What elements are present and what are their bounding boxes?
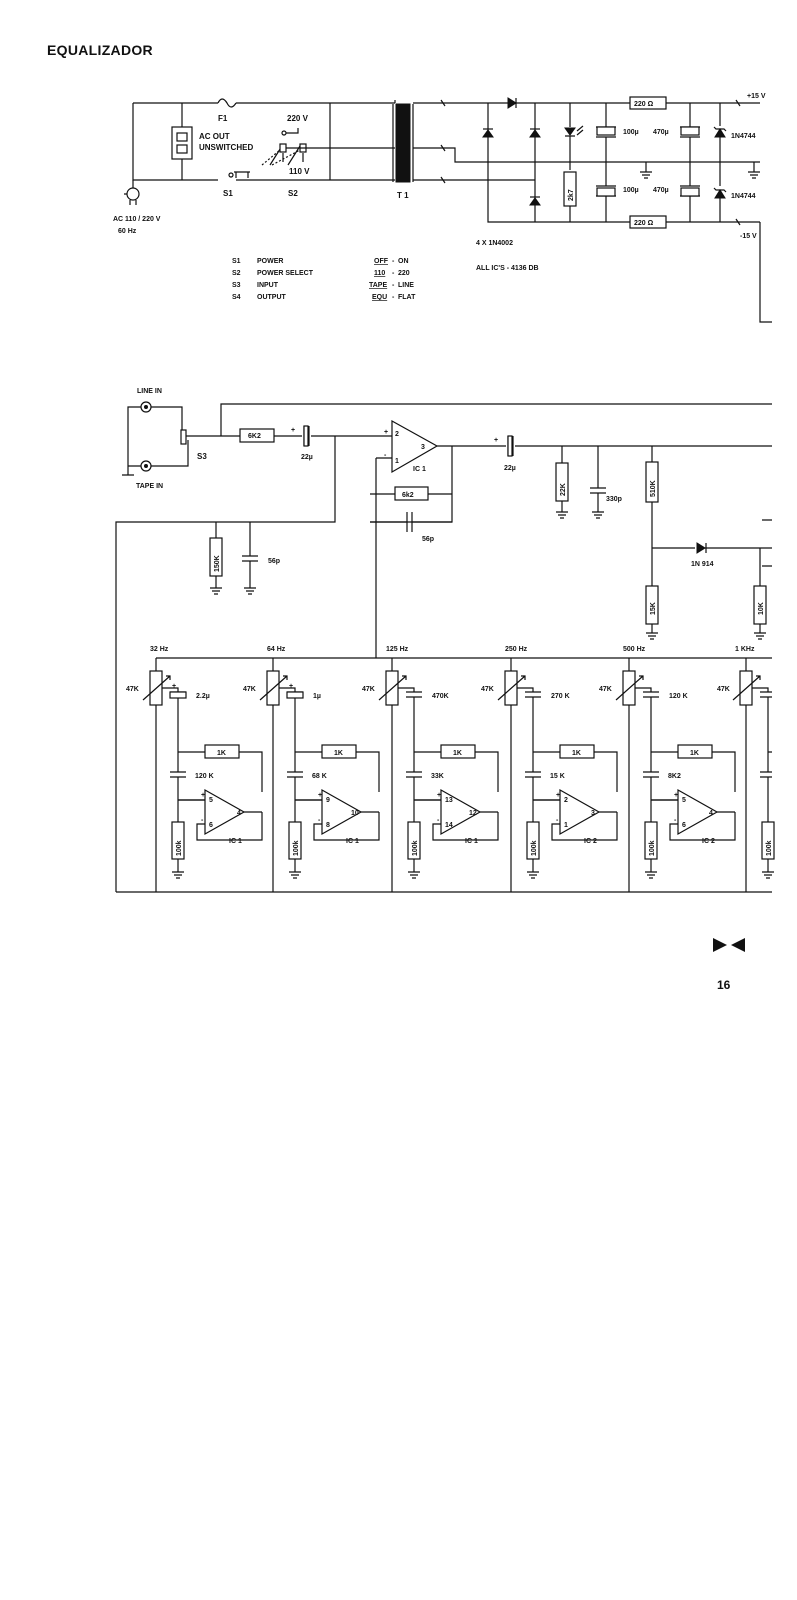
svg-text:47K: 47K [481, 686, 494, 693]
resistor-220-top [630, 97, 666, 109]
svg-text:470K: 470K [432, 693, 449, 700]
opamp-ic1-icon [384, 421, 437, 472]
svg-text:-: - [674, 817, 677, 824]
svg-text:-: - [392, 294, 395, 301]
svg-text:1K: 1K [453, 750, 462, 757]
svg-text:120 K: 120 K [669, 693, 688, 700]
diode-1n914-label: 1N 914 [691, 561, 714, 568]
svg-text:64 Hz: 64 Hz [267, 646, 286, 653]
ac-in-voltage-label: AC 110 / 220 V [113, 216, 161, 223]
svg-text:100k: 100k [412, 840, 419, 856]
ac-out-label: AC OUT [199, 132, 230, 141]
svg-text:6K2: 6K2 [248, 433, 261, 440]
svg-text:1µ: 1µ [313, 693, 321, 700]
svg-text:47K: 47K [126, 686, 139, 693]
svg-text:5: 5 [682, 797, 686, 804]
svg-text:22K: 22K [560, 483, 567, 496]
t1-label: T 1 [397, 191, 409, 200]
diode-1n914-icon [697, 543, 706, 553]
svg-text:47K: 47K [243, 686, 256, 693]
svg-text:250 Hz: 250 Hz [505, 646, 528, 653]
minus-15v-label: -15 V [740, 233, 757, 240]
resistor-2k7 [564, 172, 576, 222]
cap-22-b-label: 22µ [504, 465, 516, 472]
svg-text:FLAT: FLAT [398, 294, 416, 301]
svg-text:1: 1 [395, 458, 399, 465]
rectifier-diode-icon [483, 98, 540, 205]
legend-row [232, 258, 409, 265]
svg-text:270 K: 270 K [551, 693, 570, 700]
svg-text:33K: 33K [431, 773, 444, 780]
cap-470-top-label: 470µ [653, 129, 669, 136]
svg-text:8K2: 8K2 [668, 773, 681, 780]
power-switch-s1-icon [229, 172, 250, 178]
svg-text:TAPE: TAPE [369, 282, 388, 289]
s1-label: S1 [223, 189, 233, 198]
svg-text:-: - [201, 817, 204, 824]
svg-text:1 KHz: 1 KHz [735, 646, 755, 653]
svg-text:1K: 1K [572, 750, 581, 757]
transformer-t1-icon [393, 104, 413, 182]
resistor-10k [754, 586, 766, 624]
cap-22-a-label: 22µ [301, 454, 313, 461]
svg-text:14: 14 [445, 822, 453, 829]
cap-100-bottom-label: 100µ [623, 187, 639, 194]
zener-top-label: 1N4744 [731, 133, 756, 140]
resistor-220-bottom [630, 216, 666, 228]
page-number: 16 [717, 978, 731, 992]
ac-plug-icon [124, 188, 139, 205]
resistor-15k [646, 586, 658, 624]
ac-out-unswitched-label: UNSWITCHED [199, 143, 254, 152]
svg-text:POWER SELECT: POWER SELECT [257, 270, 314, 277]
svg-text:6: 6 [209, 822, 213, 829]
svg-text:220 Ω: 220 Ω [634, 220, 654, 227]
svg-text:13: 13 [445, 797, 453, 804]
svg-text:4: 4 [237, 810, 241, 817]
feedback-resistor-6k2 [395, 487, 428, 500]
svg-text:1K: 1K [690, 750, 699, 757]
svg-text:OFF: OFF [374, 258, 388, 265]
svg-text:LINE: LINE [398, 282, 414, 289]
svg-text:500 Hz: 500 Hz [623, 646, 646, 653]
svg-text:100k: 100k [293, 840, 300, 856]
svg-text:5: 5 [209, 797, 213, 804]
ics-type-label: ALL IC'S - 4136 DB [476, 265, 539, 272]
svg-text:150K: 150K [214, 555, 221, 572]
svg-text:+: + [289, 683, 294, 690]
svg-text:10: 10 [351, 810, 359, 817]
power-supply-section [113, 93, 772, 322]
svg-text:-: - [437, 817, 440, 824]
fuse-label: F1 [218, 114, 228, 123]
eq-band-250hz [481, 646, 617, 892]
svg-text:+: + [172, 683, 177, 690]
svg-text:100k: 100k [531, 840, 538, 856]
svg-text:-: - [318, 817, 321, 824]
eq-band-125hz [362, 646, 498, 892]
svg-text:15 K: 15 K [550, 773, 565, 780]
switch-legend [232, 258, 416, 301]
svg-text:ON: ON [398, 258, 409, 265]
ic1-label: IC 1 [413, 466, 426, 473]
svg-text:68 K: 68 K [312, 773, 327, 780]
s2-label: S2 [288, 189, 298, 198]
eq-band-64hz [243, 646, 379, 892]
svg-text:9: 9 [326, 797, 330, 804]
svg-text:+: + [494, 437, 499, 444]
s3-label: S3 [197, 452, 207, 461]
svg-text:INPUT: INPUT [257, 282, 278, 289]
line-in-label: LINE IN [137, 388, 162, 395]
svg-text:-: - [392, 270, 395, 277]
svg-text:2: 2 [395, 431, 399, 438]
rca-jack-icon [141, 402, 151, 471]
svg-text:-: - [556, 817, 559, 824]
rectifier-diodes-label: 4 X 1N4002 [476, 240, 513, 247]
svg-text:S2: S2 [232, 270, 241, 277]
svg-text:IC 2: IC 2 [702, 838, 715, 845]
eq-bands-section [116, 646, 774, 892]
tape-in-label: TAPE IN [136, 483, 164, 490]
svg-text:1: 1 [564, 822, 568, 829]
fb-cap-56p-label: 56p [422, 536, 435, 543]
svg-text:IC 1: IC 1 [346, 838, 359, 845]
led-indicator-icon [565, 103, 583, 170]
svg-text:EQU: EQU [372, 294, 388, 301]
svg-text:12: 12 [469, 810, 477, 817]
svg-text:6: 6 [682, 822, 686, 829]
svg-text:120 K: 120 K [195, 773, 214, 780]
svg-text:2.2µ: 2.2µ [196, 693, 210, 700]
svg-text:3: 3 [421, 444, 425, 451]
svg-text:+: + [674, 792, 679, 799]
svg-text:POWER: POWER [257, 258, 284, 265]
eq-band-1khz [717, 646, 774, 892]
svg-text:4: 4 [709, 810, 713, 817]
page-title: EQUALIZADOR [47, 42, 153, 58]
publisher-logo-icon [712, 936, 752, 954]
svg-text:125 Hz: 125 Hz [386, 646, 409, 653]
svg-text:+: + [318, 792, 323, 799]
resistor-150k [210, 538, 222, 576]
legend-row [232, 270, 410, 277]
svg-text:-: - [384, 452, 387, 459]
svg-text:510K: 510K [650, 480, 657, 497]
input-switch-s3-icon [181, 430, 240, 444]
svg-text:S1: S1 [232, 258, 241, 265]
svg-text:100k: 100k [176, 840, 183, 856]
svg-text:2k7: 2k7 [568, 189, 575, 201]
svg-text:-: - [392, 282, 395, 289]
svg-text:220 Ω: 220 Ω [634, 101, 654, 108]
svg-text:32 Hz: 32 Hz [150, 646, 169, 653]
legend-row [232, 282, 414, 289]
svg-text:110: 110 [374, 270, 386, 277]
svg-text:8: 8 [326, 822, 330, 829]
svg-text:100k: 100k [766, 840, 773, 856]
svg-text:+: + [201, 792, 206, 799]
ac-outlet-icon [172, 103, 192, 180]
svg-text:+: + [384, 429, 389, 436]
legend-row [232, 294, 416, 301]
resistor-6k2 [240, 429, 274, 442]
fuse-icon [218, 99, 236, 107]
ac-in-frequency-label: 60 Hz [118, 228, 137, 235]
svg-text:100k: 100k [649, 840, 656, 856]
svg-text:IC 1: IC 1 [229, 838, 242, 845]
svg-text:S3: S3 [232, 282, 241, 289]
resistor-22k [556, 463, 568, 501]
svg-text:IC 1: IC 1 [465, 838, 478, 845]
svg-text:-: - [392, 258, 395, 265]
svg-text:OUTPUT: OUTPUT [257, 294, 286, 301]
svg-text:1K: 1K [217, 750, 226, 757]
plus-15v-label: +15 V [747, 93, 766, 100]
svg-text:47K: 47K [599, 686, 612, 693]
svg-text:+: + [556, 792, 561, 799]
cap-330p-label: 330p [606, 496, 622, 503]
v110-label: 110 V [289, 167, 310, 176]
voltage-switch-s2-icon [262, 128, 395, 165]
zener-bottom-label: 1N4744 [731, 193, 756, 200]
svg-text:47K: 47K [362, 686, 375, 693]
eq-band-32hz [126, 646, 262, 892]
svg-text:+: + [291, 427, 296, 434]
svg-text:15K: 15K [650, 602, 657, 615]
cap-100-top-label: 100µ [623, 129, 639, 136]
svg-text:1K: 1K [334, 750, 343, 757]
svg-text:S4: S4 [232, 294, 241, 301]
svg-text:220: 220 [398, 270, 410, 277]
svg-text:6k2: 6k2 [402, 492, 414, 499]
cap-56p-label: 56p [268, 558, 281, 565]
svg-text:3: 3 [591, 810, 595, 817]
svg-text:10K: 10K [758, 602, 765, 615]
eq-band-500hz [599, 646, 735, 892]
cap-470-bottom-label: 470µ [653, 187, 669, 194]
svg-text:47K: 47K [717, 686, 730, 693]
resistor-510k [646, 462, 658, 502]
v220-label: 220 V [287, 114, 308, 123]
svg-text:+: + [437, 792, 442, 799]
svg-text:2: 2 [564, 797, 568, 804]
svg-text:IC 2: IC 2 [584, 838, 597, 845]
